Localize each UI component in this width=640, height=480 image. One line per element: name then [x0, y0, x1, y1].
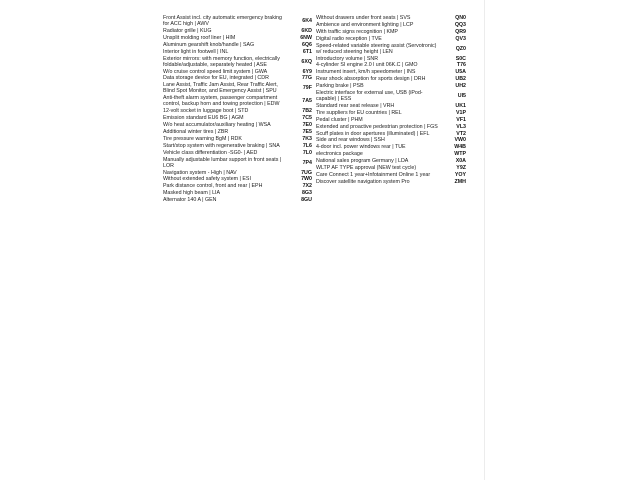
option-code: 6K4: [302, 18, 312, 25]
option-row: [163, 75, 312, 81]
option-description: Park distance control, front and rear | EPH: [163, 183, 263, 190]
option-code: 7L0: [302, 149, 312, 156]
option-description: Digital radio reception | TVE: [316, 35, 382, 42]
option-description: Electric interface for external use, USB (iPod-capable) | ESS: [316, 90, 423, 103]
option-description: Extended and proactive pedestrian protection | FGS: [316, 123, 438, 130]
option-description: W/o cruise control speed limit system | GWA: [163, 68, 268, 75]
option-row: [163, 129, 312, 135]
option-code: 7W0: [301, 176, 312, 183]
option-code: 7A5: [302, 98, 312, 105]
option-description: Without drawers under front seats | SVS: [316, 15, 411, 21]
option-code: 79F: [302, 85, 312, 92]
option-row: [316, 56, 466, 62]
option-row: [316, 29, 466, 35]
option-code: 7B2: [302, 108, 312, 115]
option-row: [316, 22, 466, 28]
option-description: With traffic signs recognition | KMP: [316, 28, 398, 35]
option-description: Lane Assist, Traffic Jam Assist, Rear Traffic Alert, Blind Spot Monitor, and Emergency Assist | SPU: [163, 82, 278, 95]
option-description: Interior light in footwell | INL: [163, 48, 229, 55]
option-description: electronics package: [316, 151, 363, 158]
option-code: X0A: [455, 158, 466, 165]
option-description: 4-door incl. power windows rear | TUE: [316, 144, 406, 151]
option-row: [163, 56, 312, 68]
option-code: 7P4: [302, 159, 312, 166]
option-row: [316, 76, 466, 82]
option-description: National sales program Germany | LDA: [316, 158, 409, 165]
option-row: [316, 131, 466, 137]
option-row: [316, 43, 466, 55]
option-description: Additional winter tires | ZBR: [163, 128, 229, 135]
option-code: T76: [456, 62, 466, 69]
option-code: 6Q6: [301, 41, 312, 48]
option-row: [316, 172, 466, 178]
option-code: S0C: [455, 55, 466, 62]
option-description: W/o heat accumulator/auxiliary heating | WSA: [163, 122, 271, 129]
option-row: [163, 143, 312, 149]
option-description: Rear shock absorption for sports design | DRH: [316, 76, 426, 83]
option-description: Aluminum gearshift knob/handle | SAG: [163, 41, 255, 48]
option-row: [163, 69, 312, 75]
option-code: 8G3: [301, 190, 312, 197]
option-code: YOY: [454, 171, 466, 178]
option-description: 12-volt socket in luggage boot | STD: [163, 108, 249, 115]
option-description: Radiator grille | KUG: [163, 27, 212, 34]
option-description: Exterior mirrors: with memory function, electrically foldable/adjustable, separately heated | ASE: [163, 55, 280, 68]
option-code: 7UG: [301, 169, 312, 176]
option-description: Tire suppliers for EU countries | REL: [316, 109, 402, 116]
options-list-left: [163, 15, 312, 204]
option-description: Alternator 140 A | GEN: [163, 197, 217, 204]
option-row: [316, 144, 466, 150]
option-code: UI5: [457, 93, 466, 100]
option-code: VT2: [456, 130, 466, 137]
option-code: 8GU: [301, 197, 312, 204]
option-code: 7L6: [302, 142, 312, 149]
option-code: QN0: [455, 15, 466, 21]
option-code: ZMH: [454, 178, 466, 185]
option-description: 4-cylinder SI engine 2.0 l unit 06K.C | GMO: [316, 62, 418, 69]
option-description: Data storage device for EU, integrated | CDR: [163, 75, 269, 82]
option-row: [316, 165, 466, 171]
option-description: Instrument insert, km/h speedometer | INS: [316, 69, 416, 76]
option-description: Side and rear windows | SSH: [316, 137, 385, 144]
option-description: Vehicle class differentiation -SG0- | AED: [163, 149, 258, 156]
option-row: [163, 108, 312, 114]
option-code: QZ0: [455, 45, 466, 52]
option-code: Y9Z: [456, 165, 466, 171]
option-row: [316, 124, 466, 130]
option-row: [316, 36, 466, 42]
option-row: [316, 158, 466, 164]
option-row: [163, 136, 312, 142]
option-row: [163, 197, 312, 203]
option-code: 7E0: [302, 122, 312, 129]
option-row: [163, 95, 312, 107]
option-row: [316, 117, 466, 123]
option-description: Parking brake | PSB: [316, 83, 364, 90]
option-description: Tire pressure warning BgM | RDK: [163, 135, 242, 142]
option-code: WTP: [454, 151, 466, 158]
option-code: QQ3: [454, 21, 466, 28]
option-row: [316, 62, 466, 68]
option-row: [163, 82, 312, 94]
option-description: Emission standard EU6 BG | AGM: [163, 115, 244, 122]
option-description: Discover satellite navigation system Pro: [316, 178, 410, 185]
option-row: [163, 115, 312, 121]
option-code: 7X2: [302, 183, 312, 190]
option-row: [163, 122, 312, 128]
option-row: [316, 151, 466, 157]
options-list-right: [316, 15, 466, 186]
option-code: 6T1: [302, 48, 312, 55]
option-description: Introductory volume | SNR: [316, 55, 379, 62]
option-description: Unsplit molding roof liner | HIM: [163, 34, 236, 41]
option-code: 77G: [301, 75, 312, 82]
option-code: UH2: [455, 83, 466, 90]
option-row: [316, 69, 466, 75]
option-row: [163, 42, 312, 48]
option-code: QV3: [455, 35, 466, 42]
option-code: UK1: [455, 102, 466, 109]
option-row: [163, 150, 312, 156]
option-row: [163, 157, 312, 169]
option-row: [316, 110, 466, 116]
option-row: [163, 35, 312, 41]
option-description: Without extended safety system | ESI: [163, 176, 251, 183]
option-description: Navigation system - High | NAV: [163, 169, 237, 176]
option-row: [316, 90, 466, 102]
option-row: [316, 103, 466, 109]
option-description: Ambience and environment lighting | LCP: [316, 21, 414, 28]
option-row: [163, 170, 312, 176]
option-code: UB2: [455, 76, 466, 83]
option-row: [163, 49, 312, 55]
option-description: WLTP AF TYPE approval (NEW test cycle): [316, 165, 417, 171]
option-code: W4B: [454, 144, 466, 151]
option-description: Manually adjustable lumbar support in front seats | LOR: [163, 156, 282, 169]
option-row: [316, 15, 466, 21]
option-code: U5A: [455, 69, 466, 76]
option-description: Speed-related variable steering assist (Servotronic) w/ reduced steering height | LEN: [316, 42, 437, 55]
option-code: VL3: [456, 123, 466, 130]
option-code: 7C5: [302, 115, 312, 122]
option-description: Standard rear seat release | VRH: [316, 102, 395, 109]
option-row: [163, 190, 312, 196]
option-description: Pedal cluster | PHM: [316, 116, 363, 123]
option-code: 7E5: [302, 128, 312, 135]
option-code: VF1: [456, 116, 466, 123]
option-description: Anti-theft alarm system, passenger compartment control, backup horn and towing protection | EDW: [163, 95, 280, 108]
option-code: V1P: [455, 109, 466, 116]
option-row: [316, 83, 466, 89]
page-edge-divider: [484, 0, 485, 480]
option-description: Scuff plates in door apertures (illuminated) | EFL: [316, 130, 430, 137]
option-row: [163, 183, 312, 189]
option-code: 7K3: [302, 135, 312, 142]
option-description: Masked high beam | LIA: [163, 190, 221, 197]
option-row: [316, 137, 466, 143]
option-code: 6XQ: [301, 58, 312, 65]
option-row: [163, 15, 312, 27]
option-code: 6Y9: [302, 68, 312, 75]
option-description: Front Assist incl. city automatic emergency braking for ACC high | AWV: [163, 15, 282, 28]
option-row: [163, 28, 312, 34]
option-code: VW0: [454, 137, 466, 144]
option-code: QR9: [455, 28, 466, 35]
option-code: 6KD: [301, 27, 312, 34]
option-description: Start/stop system with regenerative braking | SNA: [163, 142, 280, 149]
option-row: [163, 176, 312, 182]
option-description: Care Connect 1 year+Infotainment Online 1 year: [316, 171, 431, 178]
option-row: [316, 179, 466, 185]
option-code: 6NW: [300, 34, 312, 41]
